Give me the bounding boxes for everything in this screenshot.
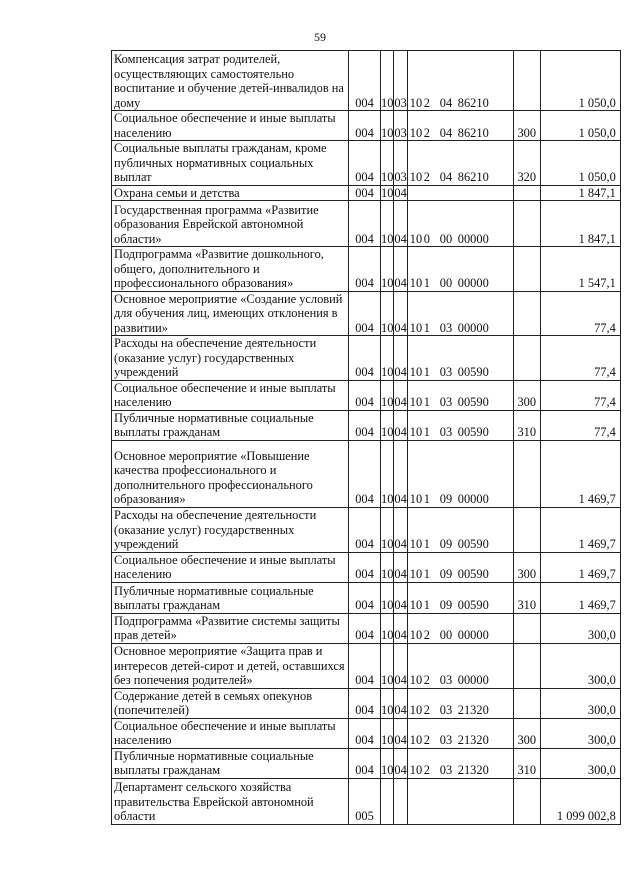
- row-target-article-part: 10: [409, 125, 423, 140]
- row-ministry-code: 004: [349, 185, 381, 201]
- row-subsection-code: [394, 778, 407, 824]
- row-ministry-code: 004: [349, 410, 381, 440]
- table-row: [112, 582, 621, 613]
- table-row: [112, 247, 621, 292]
- row-target-article: [407, 201, 513, 247]
- row-subsection-code: 04: [394, 185, 407, 200]
- row-target-article-part: 03: [439, 320, 453, 335]
- row-amount: 300,0: [540, 643, 620, 688]
- row-target-article-part: 1: [423, 537, 430, 551]
- row-target-article-part: 1: [423, 320, 430, 335]
- row-target-article-part: 2: [423, 733, 430, 747]
- table-row: [112, 185, 621, 201]
- row-target-article-part: 03: [439, 395, 453, 409]
- table-row: [112, 643, 621, 688]
- row-ministry-code: 004: [349, 748, 381, 778]
- row-subsection-code: 04: [394, 247, 407, 292]
- row-target-article: [407, 718, 513, 748]
- row-target-article-part: 2: [423, 673, 430, 687]
- row-section-code: 10: [381, 291, 394, 336]
- row-section-code: 10: [381, 552, 394, 582]
- row-section-code: [381, 778, 394, 824]
- row-subsection-code: 04: [394, 748, 407, 778]
- row-section-code: 10: [381, 247, 394, 292]
- row-expense-type: [513, 51, 540, 111]
- row-ministry-code: 004: [349, 613, 381, 643]
- row-target-article-part: 10: [409, 537, 423, 551]
- row-ministry-code: 004: [349, 111, 381, 141]
- row-target-article: [407, 380, 513, 410]
- row-name: Департамент сельского хозяйства правительства Еврейской автономной области: [112, 778, 349, 824]
- row-target-article-part: 10: [409, 673, 423, 687]
- row-target-article-part: 21320: [457, 703, 489, 717]
- row-target-article-part: 00000: [457, 320, 489, 335]
- row-target-article-part: 10: [409, 733, 423, 747]
- row-section-code: 10: [381, 111, 394, 141]
- table-row: [112, 410, 621, 440]
- row-ministry-code: 004: [349, 440, 381, 507]
- row-name: Подпрограмма «Развитие системы защиты прав детей»: [112, 613, 349, 643]
- row-ministry-code: 004: [349, 247, 381, 292]
- row-target-article-part: 1: [423, 492, 430, 506]
- row-expense-type: [513, 688, 540, 718]
- row-name: Публичные нормативные социальные выплаты гражданам: [112, 748, 349, 778]
- row-target-article-part: 04: [439, 170, 453, 184]
- row-ministry-code: 004: [349, 201, 381, 247]
- row-target-article-part: 10: [409, 320, 423, 335]
- row-target-article-part: 00000: [457, 492, 489, 506]
- row-subsection-code: 04: [394, 380, 407, 410]
- table-row: [112, 336, 621, 381]
- row-amount: 1 050,0: [540, 111, 620, 141]
- row-target-article-part: 2: [423, 125, 430, 140]
- row-ministry-code: 004: [349, 141, 381, 186]
- row-ministry-code: 004: [349, 291, 381, 336]
- row-subsection-code: 04: [394, 582, 407, 613]
- row-subsection-code: 03: [394, 111, 407, 141]
- row-amount: 77,4: [540, 410, 620, 440]
- row-target-article-part: 10: [409, 425, 423, 439]
- row-expense-type: 300: [513, 718, 540, 748]
- row-target-article-part: 1: [423, 425, 430, 439]
- row-target-article-part: 10: [409, 567, 423, 581]
- row-ministry-code: 004: [349, 718, 381, 748]
- row-subsection-code: 04: [394, 688, 407, 718]
- row-expense-type: [513, 507, 540, 552]
- row-target-article-part: 09: [439, 598, 453, 612]
- row-target-article-part: 04: [439, 95, 453, 110]
- row-amount: 1 469,7: [540, 440, 620, 507]
- row-target-article: [407, 778, 513, 824]
- row-target-article: [407, 613, 513, 643]
- row-target-article-part: 03: [439, 673, 453, 687]
- row-target-article-part: 10: [409, 276, 423, 290]
- row-target-article-part: 1: [423, 598, 430, 612]
- row-target-article-part: 03: [439, 733, 453, 747]
- row-name: Социальное обеспечение и иные выплаты населению: [112, 718, 349, 748]
- row-expense-type: 300: [513, 552, 540, 582]
- row-target-article: [407, 336, 513, 381]
- row-target-article-part: 09: [439, 492, 453, 506]
- row-section-code: 10: [381, 507, 394, 552]
- table-body: [112, 51, 621, 825]
- row-target-article-part: 10: [409, 170, 423, 184]
- row-ministry-code: 004: [349, 582, 381, 613]
- row-target-article-part: 10: [409, 395, 423, 409]
- row-target-article-part: 00590: [457, 395, 489, 409]
- page-number: 59: [314, 30, 326, 44]
- row-subsection-code: 04: [394, 291, 407, 336]
- row-target-article-part: 1: [423, 365, 430, 379]
- row-target-article: [407, 185, 513, 201]
- row-target-article-part: 00000: [457, 628, 489, 642]
- row-target-article-part: 10: [409, 598, 423, 612]
- row-expense-type: [513, 440, 540, 507]
- row-subsection-code: 04: [394, 718, 407, 748]
- row-target-article: [407, 141, 513, 186]
- row-expense-type: [513, 201, 540, 247]
- row-amount: 1 847,1: [540, 185, 620, 201]
- row-amount: 1 847,1: [540, 201, 620, 247]
- row-ministry-code: 004: [349, 51, 381, 111]
- row-ministry-code: 004: [349, 507, 381, 552]
- row-name: Основное мероприятие «Повышение качества профессионального и дополнительного профессионального образования»: [112, 440, 349, 507]
- row-expense-type: 310: [513, 582, 540, 613]
- row-ministry-code: 004: [349, 380, 381, 410]
- row-target-article-part: 21320: [457, 763, 489, 777]
- row-target-article-part: 00000: [457, 231, 489, 246]
- row-amount: 77,4: [540, 336, 620, 381]
- row-section-code: 10: [381, 582, 394, 613]
- row-amount: 1 099 002,8: [540, 778, 620, 824]
- row-name: Расходы на обеспечение деятельности (оказание услуг) государственных учреждений: [112, 336, 349, 381]
- row-subsection-code: 04: [394, 410, 407, 440]
- row-target-article: [407, 440, 513, 507]
- table-row: [112, 291, 621, 336]
- row-target-article-part: 00590: [457, 598, 489, 612]
- row-name: Охрана семьи и детства: [112, 185, 349, 201]
- row-target-article-part: 2: [423, 170, 430, 184]
- table-row: [112, 440, 621, 507]
- row-expense-type: 300: [513, 111, 540, 141]
- table-row: [112, 748, 621, 778]
- row-section-code: 10: [381, 613, 394, 643]
- row-target-article-part: 00590: [457, 365, 489, 379]
- row-target-article-part: 2: [423, 95, 430, 110]
- row-ministry-code: 005: [349, 778, 381, 824]
- row-target-article: [407, 643, 513, 688]
- row-amount: 77,4: [540, 291, 620, 336]
- row-target-article-part: 86210: [457, 95, 489, 110]
- row-section-code: 10: [381, 51, 394, 111]
- row-amount: 1 469,7: [540, 582, 620, 613]
- row-name: Государственная программа «Развитие образования Еврейской автономной области»: [112, 201, 349, 247]
- row-name: Публичные нормативные социальные выплаты гражданам: [112, 410, 349, 440]
- table-row: [112, 613, 621, 643]
- row-amount: 1 469,7: [540, 507, 620, 552]
- row-target-article-part: 2: [423, 628, 430, 642]
- row-expense-type: [513, 247, 540, 292]
- row-target-article: [407, 410, 513, 440]
- row-expense-type: [513, 613, 540, 643]
- row-expense-type: 310: [513, 748, 540, 778]
- row-name: Компенсация затрат родителей, осуществляющих самостоятельно воспитание и обучение детей-инвалидов на дому: [112, 51, 349, 111]
- row-name: Социальные выплаты гражданам, кроме публичных нормативных социальных выплат: [112, 141, 349, 186]
- row-subsection-code: 04: [394, 201, 407, 247]
- row-target-article-part: 03: [439, 703, 453, 717]
- row-target-article-part: 2: [423, 703, 430, 717]
- row-subsection-code: 04: [394, 507, 407, 552]
- row-target-article: [407, 748, 513, 778]
- row-amount: 1 469,7: [540, 552, 620, 582]
- row-expense-type: [513, 778, 540, 824]
- row-target-article-part: 00000: [457, 276, 489, 290]
- table-row: [112, 507, 621, 552]
- row-target-article: [407, 247, 513, 292]
- row-target-article-part: 10: [409, 95, 423, 110]
- row-target-article-part: 00590: [457, 537, 489, 551]
- table-row: [112, 552, 621, 582]
- row-name: Содержание детей в семьях опекунов (попечителей): [112, 688, 349, 718]
- row-target-article: [407, 688, 513, 718]
- row-amount: 1 050,0: [540, 51, 620, 111]
- table-row: [112, 51, 621, 111]
- row-target-article-part: 03: [439, 425, 453, 439]
- row-target-article-part: 09: [439, 537, 453, 551]
- row-target-article-part: 21320: [457, 733, 489, 747]
- row-subsection-code: 04: [394, 336, 407, 381]
- row-target-article-part: 00590: [457, 425, 489, 439]
- row-target-article-part: 00000: [457, 673, 489, 687]
- row-expense-type: [513, 643, 540, 688]
- row-section-code: 10: [381, 201, 394, 247]
- row-target-article-part: 2: [423, 763, 430, 777]
- row-subsection-code: 04: [394, 440, 407, 507]
- row-section-code: 10: [381, 141, 394, 186]
- row-section-code: 10: [381, 688, 394, 718]
- row-target-article-part: 1: [423, 276, 430, 290]
- table-row: [112, 201, 621, 247]
- row-target-article-part: 1: [423, 567, 430, 581]
- row-amount: 300,0: [540, 748, 620, 778]
- row-amount: 1 050,0: [540, 141, 620, 186]
- row-name: Подпрограмма «Развитие дошкольного, общего, дополнительного и профессионального образования»: [112, 247, 349, 292]
- row-target-article: [407, 552, 513, 582]
- row-subsection-code: 03: [394, 141, 407, 186]
- table-row: [112, 778, 621, 824]
- table-row: [112, 718, 621, 748]
- row-section-code: 10: [381, 185, 394, 200]
- budget-table: [111, 50, 621, 825]
- row-expense-type: 300: [513, 380, 540, 410]
- row-expense-type: [513, 291, 540, 336]
- row-amount: 77,4: [540, 380, 620, 410]
- row-section-code: 10: [381, 748, 394, 778]
- row-target-article-part: 10: [409, 703, 423, 717]
- row-ministry-code: 004: [349, 552, 381, 582]
- row-ministry-code: 004: [349, 688, 381, 718]
- row-target-article-part: 03: [439, 365, 453, 379]
- row-subsection-code: 03: [394, 51, 407, 111]
- row-target-article-part: 00: [439, 231, 453, 246]
- row-target-article-part: 0: [423, 231, 430, 246]
- row-target-article: [407, 111, 513, 141]
- row-section-code: 10: [381, 380, 394, 410]
- row-section-code: 10: [381, 643, 394, 688]
- row-expense-type: [513, 185, 540, 201]
- row-name: Социальное обеспечение и иные выплаты населению: [112, 552, 349, 582]
- table-row: [112, 111, 621, 141]
- row-target-article-part: 10: [409, 763, 423, 777]
- row-target-article-part: 1: [423, 395, 430, 409]
- row-amount: 300,0: [540, 688, 620, 718]
- row-subsection-code: 04: [394, 613, 407, 643]
- row-target-article-part: 00: [439, 628, 453, 642]
- row-section-code: 10: [381, 336, 394, 381]
- row-section-code: 10: [381, 718, 394, 748]
- row-ministry-code: 004: [349, 643, 381, 688]
- table-row: [112, 688, 621, 718]
- row-name: Основное мероприятие «Защита прав и интересов детей-сирот и детей, оставшихся без попечения родителей»: [112, 643, 349, 688]
- row-target-article-part: 04: [439, 125, 453, 140]
- row-expense-type: 310: [513, 410, 540, 440]
- row-section-code: 10: [381, 410, 394, 440]
- row-ministry-code: 004: [349, 336, 381, 381]
- row-target-article-part: 03: [439, 763, 453, 777]
- row-target-article-part: 00: [439, 276, 453, 290]
- row-target-article-part: 10: [409, 492, 423, 506]
- row-amount: 300,0: [540, 718, 620, 748]
- row-target-article: [407, 291, 513, 336]
- row-target-article-part: 86210: [457, 125, 489, 140]
- row-target-article-part: 09: [439, 567, 453, 581]
- row-name: Основное мероприятие «Создание условий для обучения лиц, имеющих отклонения в развитии»: [112, 291, 349, 336]
- row-expense-type: 320: [513, 141, 540, 186]
- row-subsection-code: 04: [394, 552, 407, 582]
- row-target-article: [407, 582, 513, 613]
- row-name: Публичные нормативные социальные выплаты гражданам: [112, 582, 349, 613]
- row-subsection-code: 04: [394, 643, 407, 688]
- row-target-article-part: 10: [409, 365, 423, 379]
- row-target-article: [407, 51, 513, 111]
- row-target-article-part: 10: [409, 231, 423, 246]
- row-target-article: [407, 507, 513, 552]
- row-name: Социальное обеспечение и иные выплаты населению: [112, 111, 349, 141]
- row-amount: 300,0: [540, 613, 620, 643]
- row-target-article-part: 10: [409, 628, 423, 642]
- row-expense-type: [513, 336, 540, 381]
- row-target-article-part: 86210: [457, 170, 489, 184]
- row-name: Расходы на обеспечение деятельности (оказание услуг) государственных учреждений: [112, 507, 349, 552]
- row-section-code: 10: [381, 440, 394, 507]
- table-row: [112, 380, 621, 410]
- table-row: [112, 141, 621, 186]
- row-target-article-part: 00590: [457, 567, 489, 581]
- row-name: Социальное обеспечение и иные выплаты населению: [112, 380, 349, 410]
- row-amount: 1 547,1: [540, 247, 620, 292]
